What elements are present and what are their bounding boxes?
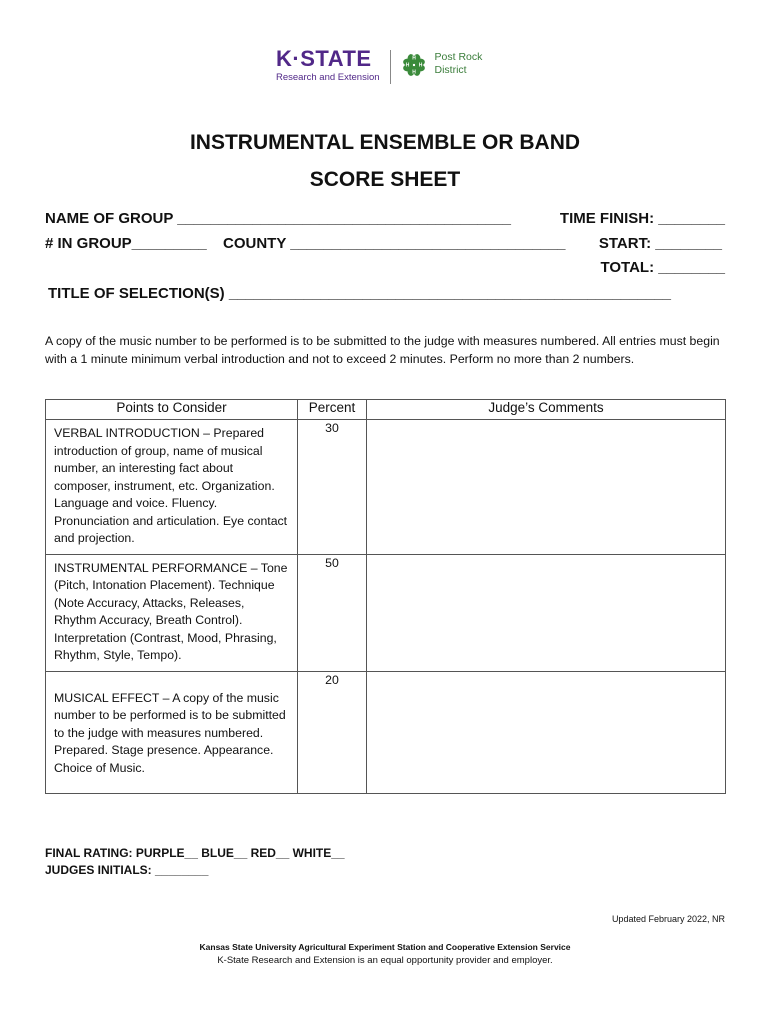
percent-cell: 30 (298, 420, 367, 555)
time-finish-field[interactable]: TIME FINISH: ________ (559, 210, 725, 227)
page-title (0, 124, 770, 198)
logo-divider (390, 50, 391, 84)
svg-text:H: H (411, 55, 416, 62)
points-cell: VERBAL INTRODUCTION – Prepared introduction of group, name of musical number, an interesting fact about composer, instrument, etc. Organization. Language and voice. Fluency. Pronunciation and articulation. Eye contact and projection. (46, 420, 298, 555)
title-line-1: INSTRUMENTAL ENSEMBLE OR BAND (189, 131, 581, 154)
percent-cell: 20 (298, 671, 367, 793)
district-name: Post Rock District (434, 51, 483, 76)
footer-institution: Kansas State University Agricultural Experiment Station and Cooperative Extension Service (199, 942, 571, 952)
footer-eo-statement: K-State Research and Extension is an equal opportunity provider and employer. (217, 955, 553, 966)
updated-note: Updated February 2022, NR (611, 914, 725, 924)
svg-text:H: H (418, 62, 422, 69)
title-of-selection-field[interactable]: TITLE OF SELECTION(S) _____________________________________________________ (48, 285, 671, 302)
points-cell: INSTRUMENTAL PERFORMANCE – Tone (Pitch, Intonation Placement). Technique (Note Accuracy, Attacks, Releases, Rhythm Accuracy, Breath Control). Interpretation (Contrast, Mood, Phrasing, Rhythm, Style, Tempo). (46, 554, 298, 671)
svg-text:H: H (411, 69, 416, 76)
final-rating-field[interactable]: FINAL RATING: PURPLE__ BLUE__ RED__ WHITE__ (45, 846, 345, 860)
comments-cell[interactable] (367, 420, 726, 555)
table-row (46, 554, 726, 671)
percent-cell: 50 (298, 554, 367, 671)
header-comments: Judge’s Comments (367, 400, 726, 420)
kstate-wordmark: K·STATE (276, 46, 372, 71)
header-logo (276, 48, 482, 84)
4h-clover-icon (399, 50, 429, 80)
start-field[interactable]: START: ________ (598, 235, 722, 252)
final-rating-section (45, 845, 345, 879)
points-cell: MUSICAL EFFECT – A copy of the music number to be performed is to be submitted to the judge with measures numbered. Prepared. Stage presence. Appearance. Choice of Music. (46, 671, 298, 793)
table-row (46, 671, 726, 793)
svg-text:H: H (405, 62, 409, 69)
name-of-group-field[interactable]: NAME OF GROUP ________________________________________ (45, 210, 511, 227)
county-field[interactable]: COUNTY _________________________________ (223, 235, 566, 252)
comments-cell[interactable] (367, 554, 726, 671)
score-table (45, 399, 726, 794)
kstate-subtitle: Research and Extension (276, 72, 380, 83)
table-header-row (46, 400, 726, 420)
num-in-group-field[interactable]: # IN GROUP_________ (45, 235, 207, 252)
comments-cell[interactable] (367, 671, 726, 793)
kstate-logo (276, 48, 380, 84)
header-percent: Percent (298, 400, 367, 420)
footer (0, 940, 770, 968)
header-points: Points to Consider (46, 400, 298, 420)
table-row (46, 420, 726, 555)
title-line-2: SCORE SHEET (309, 168, 461, 191)
instructions-paragraph: A copy of the music number to be performed is to be submitted to the judge with measures numbered. All entries must begin with a 1 minute minimum verbal introduction and not to exceed 2 minutes. Perform no more than 2 numbers. (45, 334, 720, 366)
total-field[interactable]: TOTAL: ________ (600, 259, 725, 276)
judges-initials-field[interactable]: JUDGES INITIALS: ________ (45, 863, 209, 877)
